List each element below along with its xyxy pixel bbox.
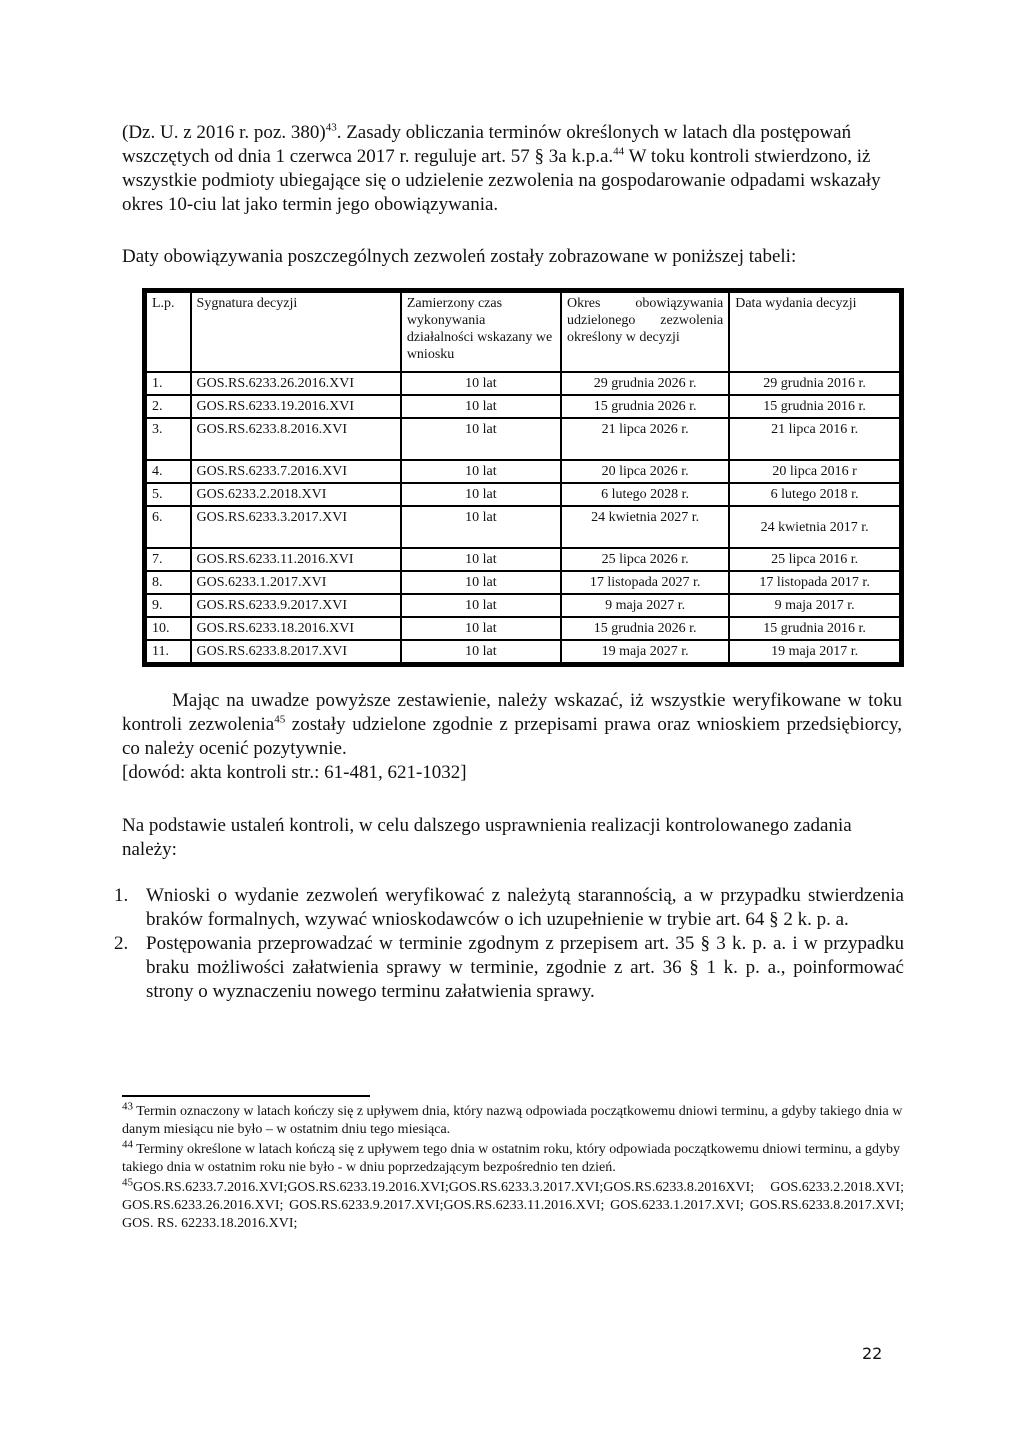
intro-paragraph <box>122 121 902 217</box>
recommendations-intro: Na podstawie ustaleń kontroli, w celu dalszego usprawnienia realizacji kontrolowanego zadania należy: <box>122 815 852 860</box>
cell-czas: 10 lat <box>401 594 561 617</box>
list-item <box>104 884 904 932</box>
cell-okres: 15 grudnia 2026 r. <box>561 617 729 640</box>
cell-okres: 17 listopada 2027 r. <box>561 571 729 594</box>
table-row <box>145 372 902 395</box>
cell-czas: 10 lat <box>401 395 561 418</box>
cell-sygnatura: GOS.RS.6233.26.2016.XVI <box>191 372 401 395</box>
cell-sygnatura: GOS.RS.6233.19.2016.XVI <box>191 395 401 418</box>
table-row <box>145 506 902 548</box>
footnote-ref-45[interactable]: 45 <box>274 713 286 726</box>
cell-okres: 24 kwietnia 2027 r. <box>561 506 729 548</box>
cell-okres: 6 lutego 2028 r. <box>561 483 729 506</box>
list-item-text: Wnioski o wydanie zezwoleń weryfikować z należytą starannością, a w przypadku stwierdzenia braków formalnych, wzywać wnioskodawców o ich uzupełnienie w trybie art. 64 § 2 k. p. a. <box>146 885 904 930</box>
table-row <box>145 460 902 483</box>
cell-lp: 4. <box>145 460 191 483</box>
cell-data: 15 grudnia 2016 r. <box>729 395 901 418</box>
header-data: Data wydania decyzji <box>729 291 901 373</box>
cell-data: 29 grudnia 2016 r. <box>729 372 901 395</box>
cell-sygnatura: GOS.RS.6233.11.2016.XVI <box>191 548 401 571</box>
footnote-ref-43[interactable]: 43 <box>325 121 337 134</box>
cell-lp: 1. <box>145 372 191 395</box>
cell-sygnatura: GOS.RS.6233.8.2017.XVI <box>191 640 401 665</box>
list-item-number: 1. <box>114 885 129 906</box>
cell-data: 24 kwietnia 2017 r. <box>729 506 901 548</box>
cell-sygnatura: GOS.RS.6233.8.2016.XVI <box>191 418 401 460</box>
cell-sygnatura: GOS.6233.2.2018.XVI <box>191 483 401 506</box>
cell-sygnatura: GOS.6233.1.2017.XVI <box>191 571 401 594</box>
footnote-mark: 44 <box>122 1138 133 1151</box>
cell-data: 19 maja 2017 r. <box>729 640 901 665</box>
table-row <box>145 418 902 460</box>
cell-okres: 21 lipca 2026 r. <box>561 418 729 460</box>
footnotes <box>122 1100 904 1235</box>
cell-lp: 11. <box>145 640 191 665</box>
footnote-text: Termin oznaczony w latach kończy się z upływem dnia, który nazwą odpowiada początkowemu dniowi terminu, a gdyby takiego dnia w danym miesiącu nie było – w ostatnim dniu tego miesiąca. <box>122 1104 903 1137</box>
cell-sygnatura: GOS.RS.6233.18.2016.XVI <box>191 617 401 640</box>
table-row <box>145 483 902 506</box>
table-row <box>145 617 902 640</box>
footnote-mark: 43 <box>122 1100 133 1113</box>
table-row <box>145 640 902 665</box>
cell-data: 21 lipca 2016 r. <box>729 418 901 460</box>
cell-lp: 2. <box>145 395 191 418</box>
footnote-mark: 45 <box>122 1176 133 1189</box>
cell-czas: 10 lat <box>401 571 561 594</box>
list-item-number: 2. <box>114 933 129 954</box>
recommendations-list <box>104 884 904 1004</box>
decisions-table <box>142 288 904 667</box>
conclusion-text-b: zostały udzielone zgodnie z przepisami prawa oraz wnioskiem przedsiębiorcy, co należy ocenić pozytywnie. <box>122 714 902 759</box>
cell-czas: 10 lat <box>401 548 561 571</box>
cell-lp: 5. <box>145 483 191 506</box>
cell-czas: 10 lat <box>401 483 561 506</box>
header-okres: Okres obowiązywania udzielonego zezwolenia określony w decyzji <box>561 291 729 373</box>
cell-data: 9 maja 2017 r. <box>729 594 901 617</box>
list-item-text: Postępowania przeprowadzać w terminie zgodnym z przepisem art. 35 § 3 k. p. a. i w przypadku braku możliwości załatwienia sprawy w terminie, zgodnie z art. 36 § 1 k. p. a., poinformować strony o wyznaczeniu nowego terminu załatwienia sprawy. <box>146 933 904 1002</box>
cell-data: 15 grudnia 2016 r. <box>729 617 901 640</box>
cell-okres: 15 grudnia 2026 r. <box>561 395 729 418</box>
cell-okres: 19 maja 2027 r. <box>561 640 729 665</box>
conclusion-text-a: Mając na uwadze powyższe zestawienie, należy wskazać, iż wszystkie weryfikowane w toku kontroli zezwolenia <box>122 690 902 735</box>
table-row <box>145 395 902 418</box>
cell-okres: 20 lipca 2026 r. <box>561 460 729 483</box>
header-sygnatura: Sygnatura decyzji <box>191 291 401 373</box>
cell-czas: 10 lat <box>401 460 561 483</box>
table-row <box>145 571 902 594</box>
cell-czas: 10 lat <box>401 506 561 548</box>
cell-lp: 10. <box>145 617 191 640</box>
header-czas: Zamierzony czas wykonywania działalności wskazany we wniosku <box>401 291 561 373</box>
evidence-citation: [dowód: akta kontroli str.: 61-481, 621-1032] <box>122 762 467 783</box>
cell-data: 6 lutego 2018 r. <box>729 483 901 506</box>
header-lp: L.p. <box>145 291 191 373</box>
intro-text-c: W toku kontroli stwierdzono, iż wszystkie podmioty ubiegające się o udzielenie zezwolenia na gospodarowanie odpadami wskazały okres 10-ciu lat jako termin jego obowiązywania. <box>122 146 881 215</box>
cell-okres: 9 maja 2027 r. <box>561 594 729 617</box>
cell-lp: 8. <box>145 571 191 594</box>
footnote-text: GOS.RS.6233.7.2016.XVI;GOS.RS.6233.19.2016.XVI;GOS.RS.6233.3.2017.XVI;GOS.RS.6233.8.2016XVI; GOS.6233.2.2018.XVI; GOS.RS.6233.26.2016.XVI; GOS.RS.6233.9.2017.XVI;GOS.RS.6233.11.2016.XVI; GOS.6233.1.2017.XVI; GOS.RS.6233.8.2017.XVI; GOS. RS. 62233.18.2016.XVI; <box>122 1180 904 1231</box>
cell-sygnatura: GOS.RS.6233.9.2017.XVI <box>191 594 401 617</box>
table-row <box>145 594 902 617</box>
cell-czas: 10 lat <box>401 372 561 395</box>
list-item <box>104 932 904 1004</box>
cell-lp: 9. <box>145 594 191 617</box>
intro-text-b: . Zasady obliczania terminów określonych w latach dla postępowań wszczętych od dnia 1 czerwca 2017 r. reguluje art. 57 § 3a k.p.a. <box>122 122 852 167</box>
cell-lp: 6. <box>145 506 191 548</box>
cell-lp: 3. <box>145 418 191 460</box>
intro-text-a: (Dz. U. z 2016 r. poz. 380) <box>122 122 326 143</box>
footnote-45 <box>122 1176 904 1233</box>
table-header-row <box>145 291 902 373</box>
footnote-text: Terminy określone w latach kończą się z upływem tego dnia w ostatnim roku, który odpowiada początkowemu dniowi terminu, a gdyby takiego dnia w ostatnim roku nie było - w dniu poprzedzającym bezpośrednio ten dzień. <box>122 1142 901 1175</box>
cell-data: 17 listopada 2017 r. <box>729 571 901 594</box>
footnote-43 <box>122 1100 904 1139</box>
cell-data: 25 lipca 2016 r. <box>729 548 901 571</box>
cell-czas: 10 lat <box>401 617 561 640</box>
footnote-44 <box>122 1138 904 1177</box>
cell-sygnatura: GOS.RS.6233.3.2017.XVI <box>191 506 401 548</box>
cell-czas: 10 lat <box>401 640 561 665</box>
footnote-ref-44[interactable]: 44 <box>613 145 625 158</box>
cell-okres: 25 lipca 2026 r. <box>561 548 729 571</box>
table-intro: Daty obowiązywania poszczególnych zezwoleń zostały zobrazowane w poniższej tabeli: <box>122 246 797 267</box>
footnote-separator <box>122 1095 370 1097</box>
cell-lp: 7. <box>145 548 191 571</box>
page-number: 22 <box>862 1344 883 1363</box>
conclusion-paragraph <box>122 689 902 785</box>
table-row <box>145 548 902 571</box>
cell-sygnatura: GOS.RS.6233.7.2016.XVI <box>191 460 401 483</box>
cell-okres: 29 grudnia 2026 r. <box>561 372 729 395</box>
cell-czas: 10 lat <box>401 418 561 460</box>
cell-data: 20 lipca 2016 r <box>729 460 901 483</box>
